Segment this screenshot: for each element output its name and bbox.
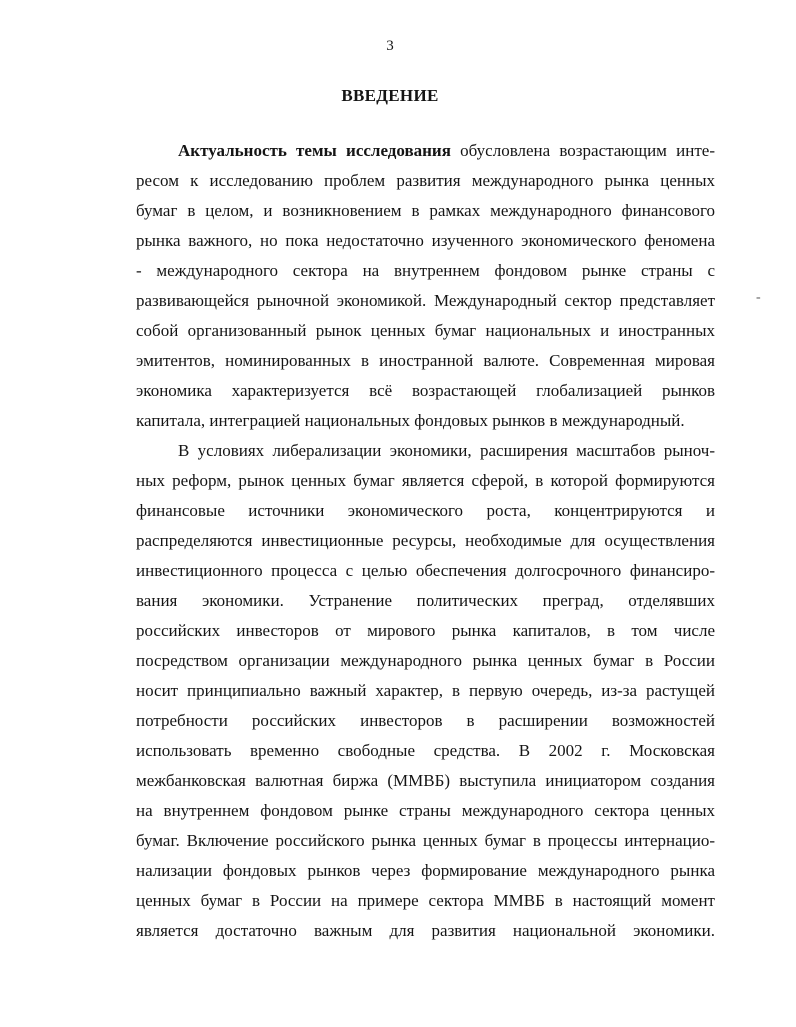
text-line: использовать временно свободные средства. В 2002 г. Московская	[136, 741, 715, 760]
text-line: - международного сектора на внутреннем фондовом рынке страны с	[136, 261, 715, 280]
text-line: ных реформ, рынок ценных бумаг является сферой, в которой формируются	[136, 471, 715, 490]
text-line: ресом к исследованию проблем развития международного рынка ценных	[136, 171, 715, 190]
text-line: собой организованный рынок ценных бумаг национальных и иностранных	[136, 321, 715, 340]
text-line: является достаточно важным для развития национальной экономики.	[136, 921, 715, 940]
text-line: вания экономики. Устранение политических преград, отделявших	[136, 591, 715, 610]
text-line: распределяются инвестиционные ресурсы, необходимые для осуществления	[136, 531, 715, 550]
text-line: инвестиционного процесса с целью обеспечения долгосрочного финансиро-	[136, 561, 715, 580]
text-line: носит принципиально важный характер, в первую очередь, из-за растущей	[136, 681, 715, 700]
text-line-rest: обусловлена возрастающим инте-	[450, 141, 716, 160]
text-line: развивающейся рыночной экономикой. Международный сектор представляет	[136, 291, 715, 310]
text-line: эмитентов, номинированных в иностранной валюте. Современная мировая	[136, 351, 715, 370]
text-line: потребности российских инвесторов в расширении возможностей	[136, 711, 715, 730]
scan-speck: -	[756, 290, 761, 305]
text-line: нализации фондовых рынков через формирование международного рынка	[136, 861, 715, 880]
text-line: бумаг в целом, и возникновением в рамках международного финансового	[136, 201, 715, 220]
text-line: финансовые источники экономического роста, концентрируются и	[136, 501, 715, 520]
text-line: рынка важного, но пока недостаточно изученного экономического феномена	[136, 231, 715, 250]
text-line: на внутреннем фондовом рынке страны международного сектора ценных	[136, 801, 715, 820]
text-line: капитала, интеграцией национальных фондовых рынков в международный.	[136, 411, 685, 430]
emphasis-lead: Актуальность темы исследования	[178, 141, 451, 160]
page-number: 3	[386, 38, 394, 54]
text-line: российских инвесторов от мирового рынка капиталов, в том числе	[136, 621, 715, 640]
text-line	[178, 140, 715, 162]
text-line: В условиях либерализации экономики, расширения масштабов рыноч-	[178, 441, 715, 460]
page-title: ВВЕДЕНИЕ	[341, 86, 439, 105]
text-line: бумаг. Включение российского рынка ценных бумаг в процессы интернацио-	[136, 831, 715, 850]
text-line: ценных бумаг в России на примере сектора ММВБ в настоящий момент	[136, 891, 715, 910]
text-line: межбанковская валютная биржа (ММВБ) выступила инициатором создания	[136, 771, 715, 790]
text-line: посредством организации международного рынка ценных бумаг в России	[136, 651, 715, 670]
text-line: экономика характеризуется всё возрастающей глобализацией рынков	[136, 381, 715, 400]
